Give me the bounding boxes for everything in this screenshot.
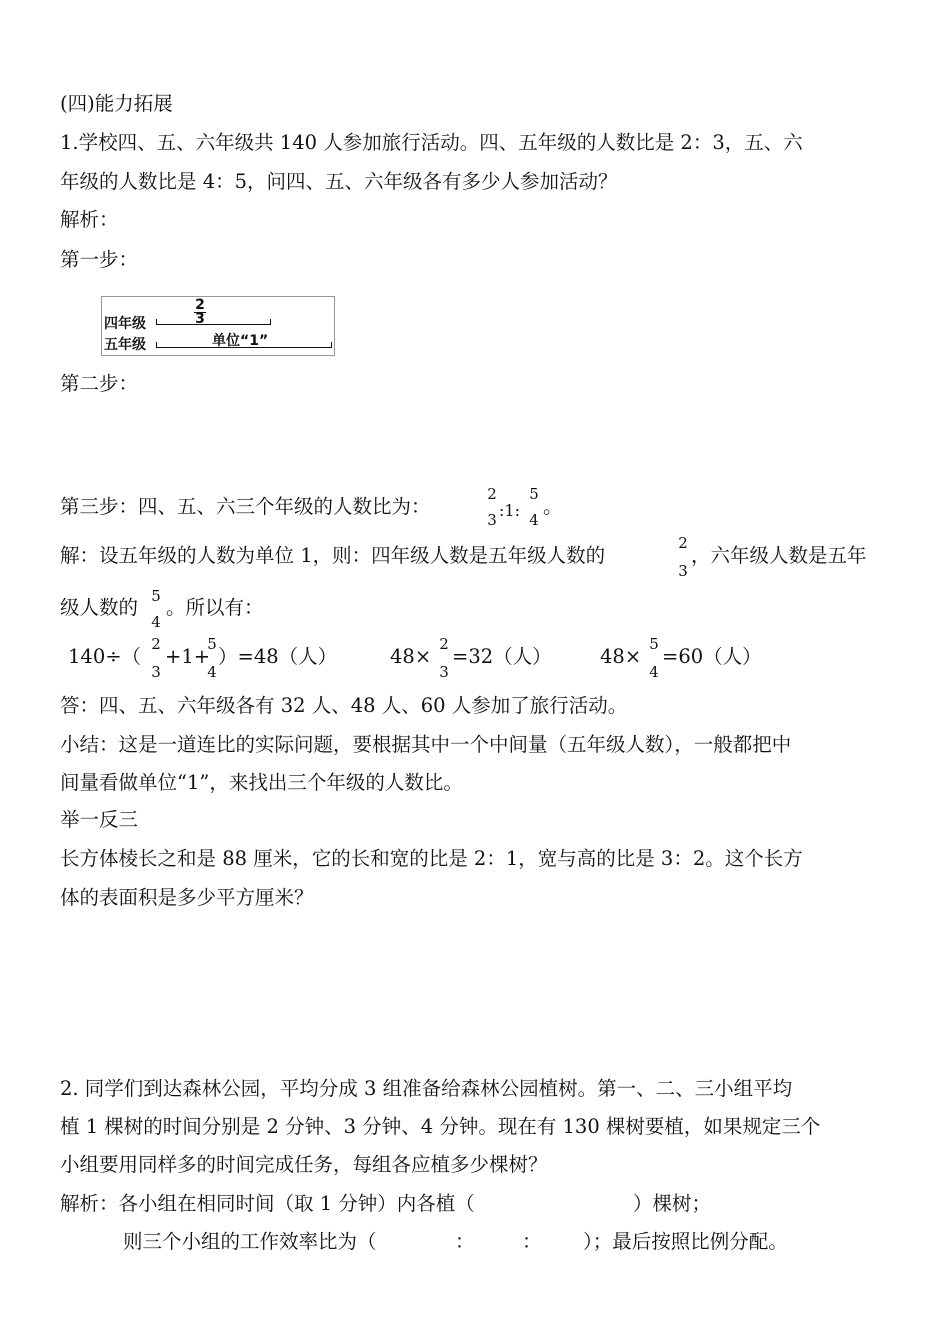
step3-frac-a-den: 3 — [487, 511, 497, 529]
step3-text: 第三步：四、五、六三个年级的人数比为： — [60, 495, 431, 518]
calc2-num: 2 — [439, 635, 449, 653]
problem2-ratio-b: ）；最后按照比例分配。 — [583, 1230, 788, 1253]
summary-line1: 小结：这是一道连比的实际问题，要根据其中一个中间量（五年级人数），一般都把中 — [60, 733, 792, 756]
calc1-den2: 4 — [207, 663, 217, 681]
step3-ratio-mid: :1: — [499, 501, 520, 520]
problem2-analysis-b: ）棵树； — [633, 1192, 712, 1215]
solution-frac1-num: 2 — [678, 534, 688, 552]
calc2-den: 3 — [439, 663, 449, 681]
solution-line1-a: 解：设五年级的人数为单位 1，则：四年级人数是五年级人数的 — [60, 544, 606, 567]
diagram-row2-segment — [156, 342, 332, 348]
diagram-frac-den: 3 — [195, 311, 205, 327]
step3-frac-b-num: 5 — [529, 485, 539, 503]
calc1-num2: 5 — [207, 635, 217, 653]
section-title: (四)能力拓展 — [60, 92, 173, 115]
calc2-post: =32（人） — [452, 645, 552, 668]
solution-line1-b: ，六年级人数是五年 — [691, 544, 867, 567]
step3-frac-a-num: 2 — [487, 485, 497, 503]
problem2-line1: 2. 同学们到达森林公园，平均分成 3 组准备给森林公园植树。第一、二、三小组平均 — [60, 1077, 793, 1100]
segment-diagram — [101, 296, 335, 356]
practice-line1: 长方体棱长之和是 88 厘米，它的长和宽的比是 2：1，宽与高的比是 3：2。这个长方 — [60, 847, 803, 870]
practice-line2: 体的表面积是多少平方厘米？ — [60, 886, 314, 909]
calc1-post: ）=48（人） — [218, 645, 338, 668]
problem2-ratio-colon2: ： — [522, 1230, 542, 1253]
calc3-post: =60（人） — [662, 645, 762, 668]
step1-label: 第一步： — [60, 248, 139, 271]
problem1-line1: 1.学校四、五、六年级共 140 人参加旅行活动。四、五年级的人数比是 2：3，五、六 — [60, 131, 803, 154]
calc3-pre: 48× — [600, 645, 642, 668]
calc1-num1: 2 — [151, 635, 161, 653]
problem2-ratio-colon1: ： — [455, 1230, 475, 1253]
problem1-line2: 年级的人数比是 4：5，问四、五、六年级各有多少人参加活动？ — [60, 170, 618, 193]
calc1-den1: 3 — [151, 663, 161, 681]
solution-frac2-den: 4 — [151, 613, 161, 631]
diagram-unit-label: 单位“1” — [212, 333, 269, 349]
solution-line2-a: 级人数的 — [60, 596, 139, 619]
calc3-num: 5 — [649, 635, 659, 653]
practice-title: 举一反三 — [60, 808, 139, 831]
step2-label: 第二步： — [60, 372, 139, 395]
analysis-label: 解析： — [60, 208, 119, 231]
calc3-den: 4 — [649, 663, 659, 681]
problem2-line2: 植 1 棵树的时间分别是 2 分钟、3 分钟、4 分钟。现在有 130 棵树要植，如果规定三个 — [60, 1115, 821, 1138]
calc1-mid: +1+ — [165, 645, 211, 668]
diagram-row2-label: 五年级 — [104, 337, 146, 353]
problem2-line3: 小组要用同样多的时间完成任务，每组各应植多少棵树？ — [60, 1153, 548, 1176]
step3-end: 。 — [543, 495, 563, 518]
summary-line2: 间量看做单位“1”，来找出三个年级的人数比。 — [60, 771, 463, 794]
solution-frac2-num: 5 — [151, 587, 161, 605]
solution-line2-b: 。所以有： — [166, 596, 264, 619]
problem2-analysis-a: 解析：各小组在相同时间（取 1 分钟）内各植（ — [60, 1192, 475, 1215]
step3-frac-b-den: 4 — [529, 511, 539, 529]
diagram-row1-segment — [156, 319, 271, 325]
calc2-pre: 48× — [390, 645, 432, 668]
calc1-pre: 140÷（ — [68, 645, 142, 668]
solution-frac1-den: 3 — [678, 562, 688, 580]
diagram-frac-num: 2 — [195, 297, 205, 313]
problem2-ratio-a: 则三个小组的工作效率比为（ — [123, 1230, 377, 1253]
diagram-row1-label: 四年级 — [104, 316, 146, 332]
answer-line: 答：四、五、六年级各有 32 人、48 人、60 人参加了旅行活动。 — [60, 694, 628, 717]
